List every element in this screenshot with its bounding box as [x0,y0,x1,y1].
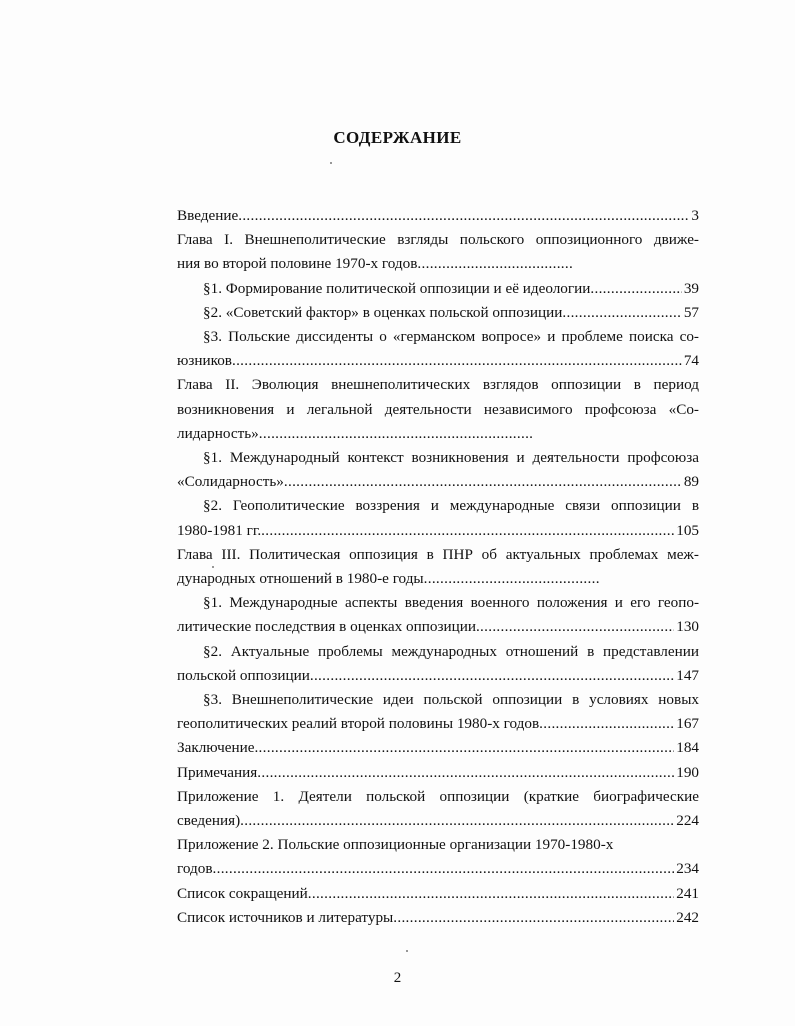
toc-entry [177,228,699,252]
toc-entry-page: 167 [676,715,699,733]
toc-entry-continuation [177,470,699,494]
toc-entry-text: дународных отношений в 1980-е годы [177,570,424,588]
leader-dots [213,857,675,881]
leader-dots [476,615,674,639]
toc-entry-text: Список источников и литературы [177,908,394,926]
toc-entry-continuation [177,519,699,543]
toc-entry [177,591,699,615]
toc-entry-continuation [177,349,699,373]
toc-entry-text: годов [177,860,213,878]
toc-entry-continuation [177,398,699,422]
toc-entry-page: 234 [676,860,699,878]
toc-entry-page: 130 [676,618,699,636]
toc-entry-text: §2. «Советский фактор» в оценках польской оппозиции [203,303,563,321]
toc-entry-continuation [177,809,699,833]
toc-entry-text: §2. Геополитические воззрения и международные связи оппозиции в [203,497,699,515]
toc-entry-page: 242 [676,908,699,926]
leader-dots [590,277,681,301]
toc-entry-text: Глава III. Политическая оппозиция в ПНР об актуальных проблемах меж- [177,545,699,563]
toc-entry-text: Заключение [177,739,255,757]
toc-entry-text: ния во второй половине 1970-х годов [177,255,418,273]
table-of-contents [177,204,699,930]
toc-entry-continuation [177,857,699,881]
leader-dots [562,301,681,325]
toc-entry-page: 241 [676,884,699,902]
toc-entry-text: «Солидарность» [177,473,284,491]
toc-entry-text: §2. Актуальные проблемы международных отношений в представлении [203,642,699,660]
toc-entry-page: 39 [683,279,699,297]
toc-entry-text: Список сокращений [177,884,308,902]
page-title: СОДЕРЖАНИЕ [333,128,462,147]
toc-entry-text: Примечания [177,763,258,781]
leader-dots: ...................................... [417,255,574,273]
toc-entry-continuation [177,712,699,736]
toc-entry-page: 3 [691,207,699,224]
toc-entry-text: Введение [177,207,239,224]
leader-dots [393,906,674,930]
toc-entry-text: геополитических реалий второй половины 1980-х годов [177,715,540,733]
toc-entry-text: §1. Формирование политической оппозиции и её идеологии [203,279,591,297]
toc-entry-continuation [177,664,699,688]
toc-entry [177,761,699,785]
toc-entry-text: сведения) [177,812,241,830]
toc-entry [177,833,699,857]
leader-dots [308,882,674,906]
leader-dots [539,712,674,736]
toc-entry-text: Глава I. Внешнеполитические взгляды польского оппозиционного движе- [177,231,699,249]
toc-entry-text: Глава II. Эволюция внешнеполитических взглядов оппозиции в период [177,376,699,394]
leader-dots: ........................................... [423,570,600,588]
toc-entry-text: §1. Международный контекст возникновения и деятельности профсоюза [203,449,699,467]
toc-entry-text: §1. Международные аспекты введения военного положения и его геопо- [203,594,699,612]
toc-entry-continuation [177,252,699,276]
toc-entry-continuation [177,615,699,639]
toc-entry-text: §3. Внешнеполитические идеи польской оппозиции в условиях новых [203,691,699,709]
leader-dots [254,736,674,760]
toc-entry-text: 1980-1981 гг. [177,521,262,539]
leader-dots [240,809,674,833]
leader-dots [232,349,682,373]
toc-entry-text: §3. Польские диссиденты о «германском вопросе» и проблеме поиска со- [203,328,699,346]
leader-dots [284,470,682,494]
scan-speck [406,950,408,952]
toc-entry-page: 184 [676,739,699,757]
toc-entry-page: 89 [683,473,699,491]
toc-entry-text: литические последствия в оценках оппозиции [177,618,476,636]
toc-entry [177,494,699,518]
leader-dots [257,761,674,785]
toc-entry-page: 224 [676,812,699,830]
scan-speck [330,162,332,164]
toc-entry-text: Приложение 1. Деятели польской оппозиции (краткие биографические [177,787,699,805]
toc-entry-text: польской оппозиции [177,666,310,684]
toc-entry [177,736,699,760]
toc-entry-continuation [177,422,699,446]
toc-entry [177,688,699,712]
toc-entry [177,446,699,470]
toc-entry [177,373,699,397]
toc-entry-text: лидарность» [177,424,259,442]
leader-dots [261,519,674,543]
toc-entry [177,906,699,930]
toc-entry [177,882,699,906]
toc-entry-page: 57 [683,303,699,321]
toc-entry-text: юзников [177,352,232,370]
scan-speck [212,566,214,568]
toc-entry [177,785,699,809]
toc-entry-continuation [177,567,699,591]
leader-dots: ................................................................... [258,424,534,442]
toc-entry-page: 74 [683,352,699,370]
toc-entry [177,640,699,664]
toc-entry-page: 105 [676,521,699,539]
toc-entry [177,325,699,349]
leader-dots [310,664,674,688]
toc-entry-page: 190 [676,763,699,781]
toc-entry-page: 147 [676,666,699,684]
toc-entry [177,543,699,567]
toc-entry [177,277,699,301]
toc-entry [177,301,699,325]
toc-entry [177,204,699,228]
leader-dots [238,204,689,228]
toc-entry-text: Приложение 2. Польские оппозиционные организации 1970-1980-х [177,836,614,854]
page-number: 2 [393,970,402,986]
toc-entry-text: возникновения и легальной деятельности независимого профсоюза «Со- [177,400,699,418]
